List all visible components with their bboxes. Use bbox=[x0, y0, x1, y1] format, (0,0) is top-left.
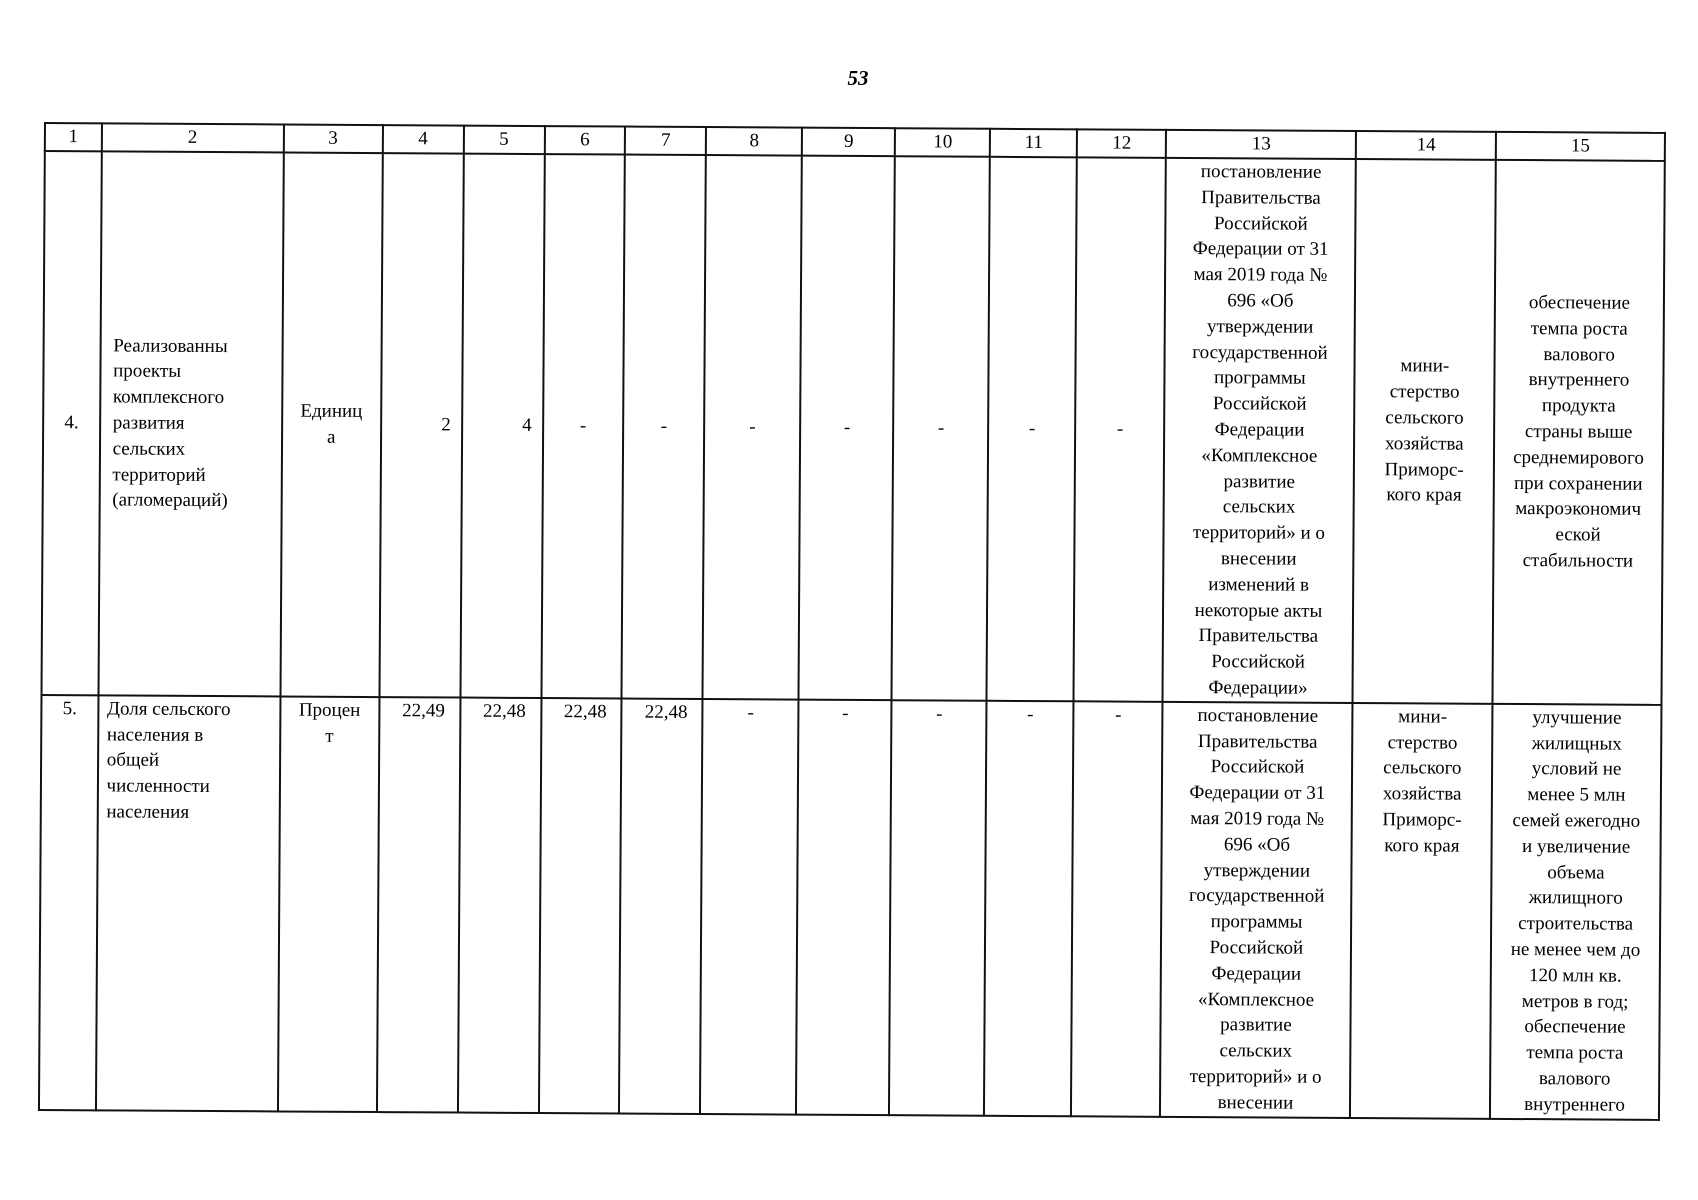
header-cell: 14 bbox=[1356, 131, 1496, 160]
header-cell: 15 bbox=[1496, 132, 1665, 161]
header-cell: 1 bbox=[45, 123, 102, 151]
responsible-text: мини- стерство сельского хозяйства Приморс- кого края bbox=[1384, 355, 1464, 507]
value-cell-11: - bbox=[987, 157, 1077, 701]
goal-cell bbox=[1493, 160, 1665, 705]
indicator-name: Реализованны проекты комплексного развития сельских территорий (агломераций) bbox=[112, 335, 228, 512]
goal-text: улучшение жилищных условий не менее 5 млн семей ежегодно и увеличение объема жилищного строительства не менее чем до 120 млн кв. метров в год; обеспечение темпа роста валового внутреннего bbox=[1510, 706, 1641, 1116]
header-cell: 8 bbox=[706, 127, 802, 156]
table-row bbox=[39, 695, 1662, 1120]
header-cell: 13 bbox=[1166, 130, 1356, 159]
header-cell: 2 bbox=[101, 123, 283, 152]
indicator-name: Доля сельского населения в общей численности населения bbox=[106, 698, 231, 823]
page-number bbox=[0, 66, 1698, 91]
responsible-cell bbox=[1350, 703, 1492, 1119]
header-cell: 5 bbox=[463, 126, 544, 154]
value-cell-8: - bbox=[703, 155, 802, 699]
legal-basis-cell bbox=[1160, 702, 1353, 1118]
legal-basis-text: постановление Правительства Российской Федерации от 31 мая 2019 года № 696 «Об утверждении государственной программы Российской Федерации «Комплексное развитие сельских территорий» и о внесении bbox=[1188, 704, 1326, 1114]
header-cell: 11 bbox=[990, 129, 1077, 158]
indicators-table bbox=[38, 122, 1666, 1121]
header-cell: 3 bbox=[283, 124, 382, 153]
goal-cell bbox=[1490, 704, 1662, 1120]
value-cell-10: - bbox=[892, 156, 990, 700]
legal-basis-cell bbox=[1163, 158, 1356, 703]
value-cell-11: - bbox=[984, 701, 1073, 1117]
page-number-text: 53 bbox=[847, 66, 869, 90]
header-cell: 6 bbox=[544, 126, 625, 154]
value-cell-12: - bbox=[1071, 701, 1163, 1117]
row-number-cell: 5. bbox=[39, 695, 98, 1110]
indicator-name-cell bbox=[98, 151, 283, 696]
value-cell-9: - bbox=[799, 156, 895, 700]
value-cell-6: - bbox=[541, 154, 625, 698]
row-number-cell: 4. bbox=[42, 151, 102, 695]
unit-text: Единиц а bbox=[300, 400, 363, 448]
indicator-name-cell bbox=[96, 695, 281, 1111]
header-cell: 4 bbox=[383, 125, 464, 153]
unit-cell bbox=[280, 152, 382, 696]
value-cell-7: 22,48 bbox=[619, 698, 702, 1113]
value-cell-8: - bbox=[700, 699, 799, 1115]
value-cell-4: 2 bbox=[379, 153, 463, 697]
value-cell-9: - bbox=[796, 699, 892, 1115]
legal-basis-text: постановление Правительства Российской Федерации от 31 мая 2019 года № 696 «Об утверждении государственной программы Российской Федерации «Комплексное развитие сельских территорий» и о внесении изменений в некоторые акты Правительства Российской Федерации» bbox=[1192, 161, 1329, 699]
responsible-cell bbox=[1353, 159, 1496, 704]
value-cell-10: - bbox=[889, 700, 987, 1116]
header-cell: 12 bbox=[1077, 129, 1166, 158]
table-row bbox=[42, 151, 1665, 705]
value-cell-12: - bbox=[1074, 157, 1166, 701]
goal-text: обеспечение темпа роста валового внутреннего продукта страны выше среднемирового при сохранении макроэкономич еской стабильности bbox=[1513, 292, 1644, 572]
value-cell-5: 22,48 bbox=[458, 697, 541, 1112]
unit-text: Процен т bbox=[298, 699, 361, 747]
value-cell-7: - bbox=[622, 155, 706, 699]
header-cell: 9 bbox=[802, 128, 895, 157]
header-cell: 10 bbox=[895, 128, 990, 157]
value-cell-6: 22,48 bbox=[538, 698, 621, 1113]
responsible-text: мини- стерство сельского хозяйства Приморс- кого края bbox=[1382, 706, 1462, 857]
value-cell-5: 4 bbox=[460, 154, 544, 698]
unit-cell bbox=[278, 696, 380, 1112]
value-cell-4: 22,49 bbox=[377, 697, 460, 1112]
header-cell: 7 bbox=[625, 127, 706, 155]
